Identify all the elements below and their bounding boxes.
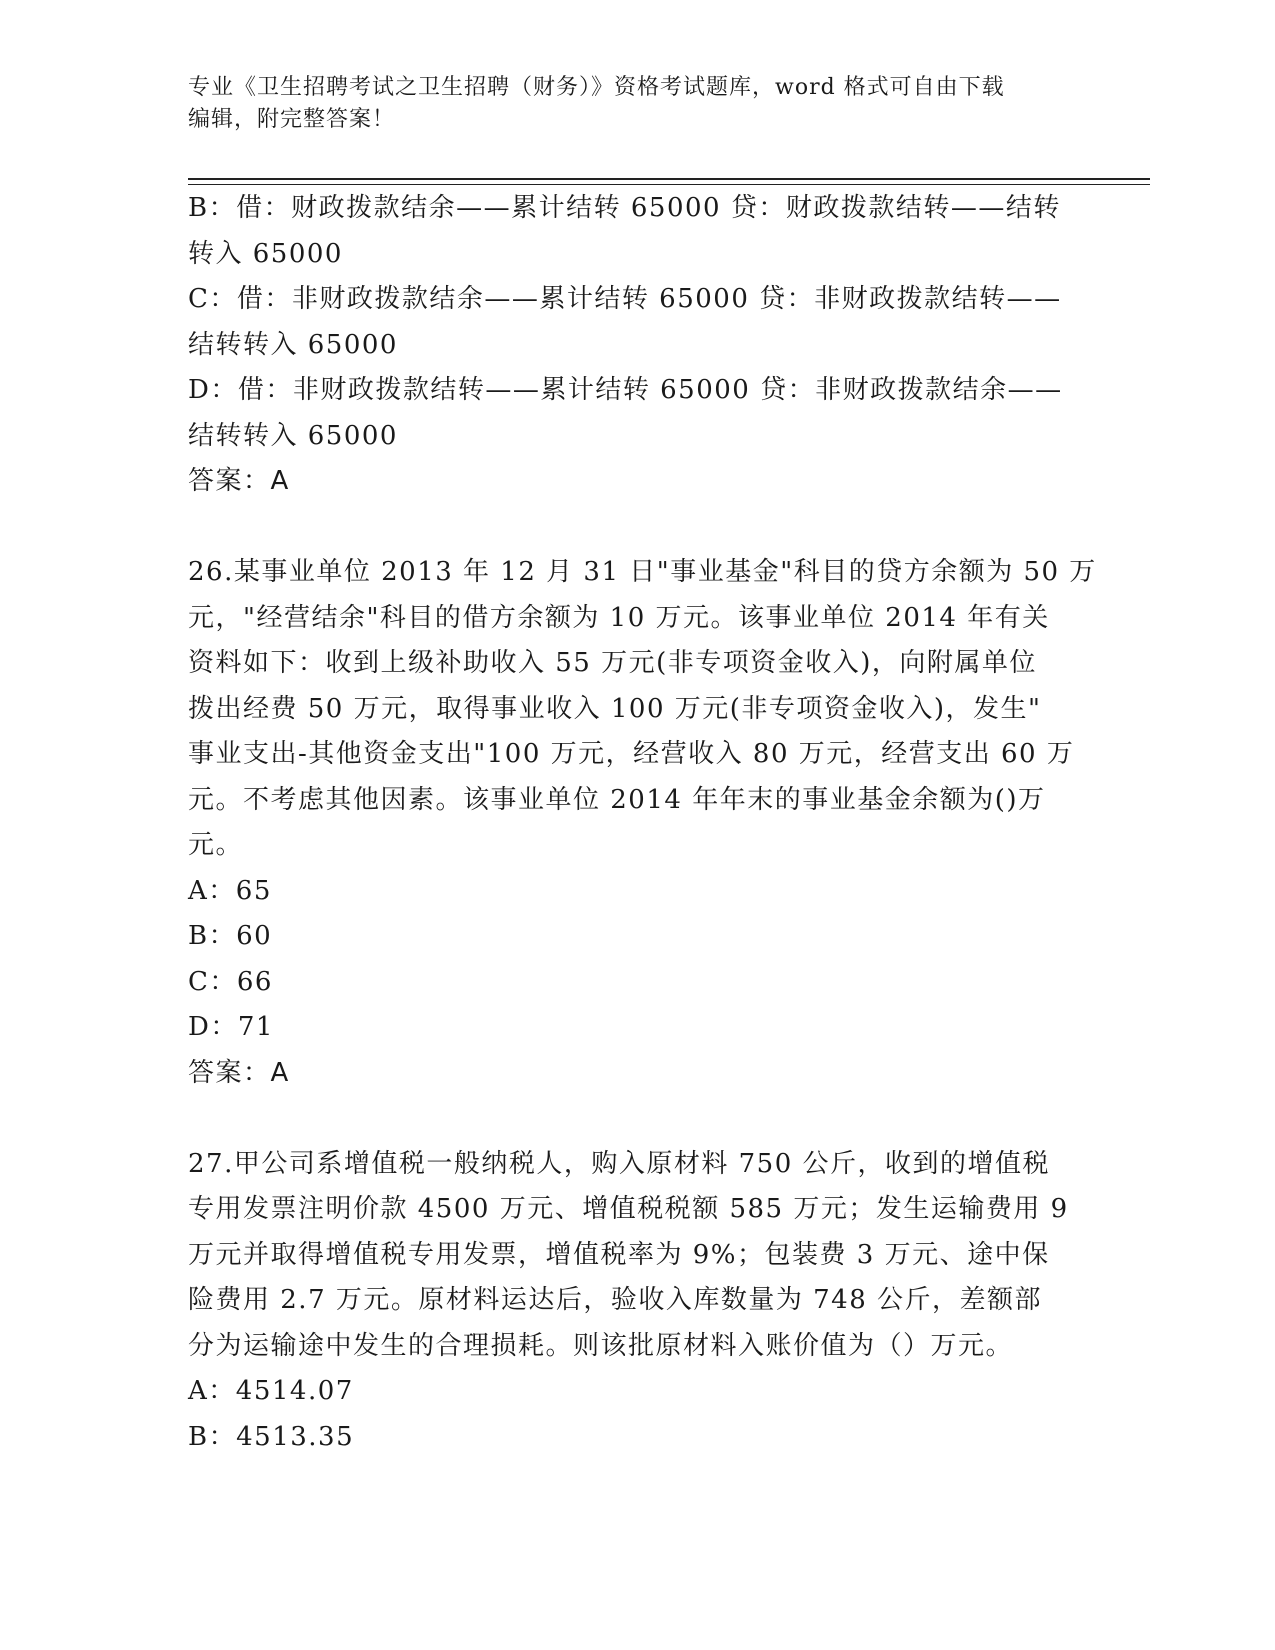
spacer xyxy=(188,1096,1088,1142)
header-divider-thin xyxy=(188,184,1150,185)
question-stem-line: 元，"经营结余"科目的借方余额为 10 万元。该事业单位 2014 年有关 xyxy=(188,602,1050,633)
document-body xyxy=(188,186,1097,1460)
answer-line: 答案：A xyxy=(188,466,290,496)
question-stem-line: 27.甲公司系增值税一般纳税人，购入原材料 750 公斤，收到的增值税 xyxy=(188,1148,1051,1179)
option-c-line-2: 结转转入 65000 xyxy=(188,329,398,360)
question-stem-line: 资料如下：收到上级补助收入 55 万元(非专项资金收入)，向附属单位 xyxy=(188,648,1037,678)
question-stem-line: 事业支出-其他资金支出"100 万元，经营收入 80 万元，经营支出 60 万 xyxy=(188,739,1075,769)
option-b-line-2: 转入 65000 xyxy=(188,238,343,269)
header-line-1: 专业《卫生招聘考试之卫生招聘（财务）》资格考试题库，word 格式可自由下载 xyxy=(188,75,1005,100)
option-b: B：4513.35 xyxy=(188,1421,355,1452)
question-stem-line: 专用发票注明价款 4500 万元、增值税税额 585 万元；发生运输费用 9 xyxy=(188,1194,1069,1224)
option-b-line-1: B：借：财政拨款结余——累计结转 65000 贷：财政拨款结转——结转 xyxy=(188,193,1061,223)
question-stem-line: 险费用 2.7 万元。原材料运达后，验收入库数量为 748 公斤，差额部 xyxy=(188,1285,1043,1315)
option-a: A：65 xyxy=(188,875,272,906)
question-stem-line: 分为运输途中发生的合理损耗。则该批原材料入账价值为（）万元。 xyxy=(188,1330,1014,1361)
spacer xyxy=(188,505,1088,551)
option-c-line-1: C：借：非财政拨款结余——累计结转 65000 贷：非财政拨款结转—— xyxy=(188,284,1062,314)
option-d-line-2: 结转转入 65000 xyxy=(188,420,398,451)
question-stem-line: 拨出经费 50 万元，取得事业收入 100 万元(非专项资金收入)，发生" xyxy=(188,693,1042,724)
answer-line: 答案：A xyxy=(188,1057,290,1088)
option-d-line-1: D：借：非财政拨款结转——累计结转 65000 贷：非财政拨款结余—— xyxy=(188,375,1063,405)
question-stem-line: 元。不考虑其他因素。该事业单位 2014 年年末的事业基金余额为()万 xyxy=(188,784,1046,815)
question-stem-line: 元。 xyxy=(188,830,244,860)
question-27 xyxy=(188,1142,1088,1461)
option-c: C：66 xyxy=(188,966,273,997)
header-divider-thick xyxy=(188,178,1150,180)
document-header xyxy=(188,72,1068,136)
header-line-2: 编辑，附完整答案！ xyxy=(188,107,396,132)
question-26 xyxy=(188,550,1097,1096)
option-d: D：71 xyxy=(188,1012,274,1042)
question-25 xyxy=(188,186,1088,505)
option-a: A：4514.07 xyxy=(188,1376,354,1406)
option-b: B：60 xyxy=(188,921,273,951)
question-stem-line: 26.某事业单位 2013 年 12 月 31 日"事业基金"科目的贷方余额为 50 万 xyxy=(188,557,1097,587)
question-stem-line: 万元并取得增值税专用发票，增值税率为 9%；包装费 3 万元、途中保 xyxy=(188,1239,1050,1270)
